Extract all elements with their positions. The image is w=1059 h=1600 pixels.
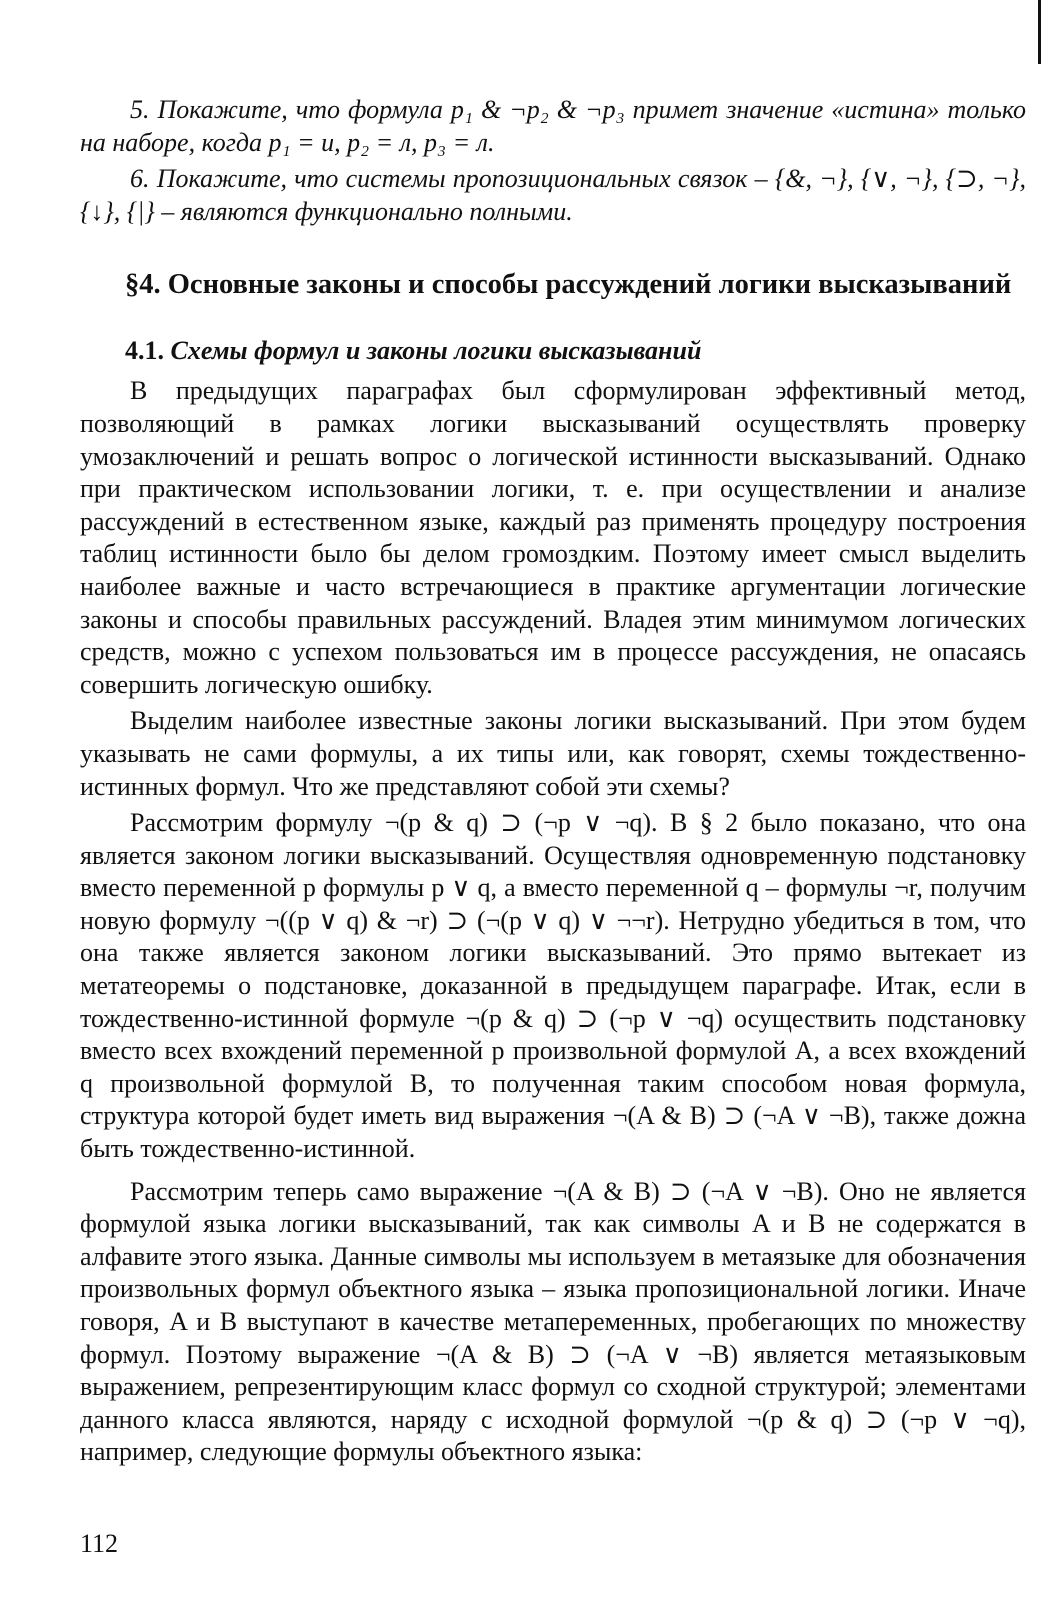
page-text-column	[80, 94, 1026, 1469]
paragraph-2: Выделим наиболее известные законы логики высказываний. При этом будем указывать не сами формулы, а их типы или, как говорят, схемы тождественно-истинных формул. Что же представляют собой эти схемы?	[80, 706, 1026, 801]
subsection-title: Схемы формул и законы логики высказываний	[170, 336, 702, 366]
page-number: 112	[80, 1529, 119, 1558]
subsection-heading	[80, 335, 1026, 367]
exercise-5: 5. Покажите, что формула p₁ & ¬p₂ & ¬p₃ примет значение «истина» только на наборе, когда p₁ = и, p₂ = л, p₃ = л.	[80, 95, 1026, 157]
paragraph-3: Рассмотрим формулу ¬(p & q) ⊃ (¬p ∨ ¬q). В § 2 было показано, что она является законом логики высказываний. Осуществляя одновременную подстановку вместо переменной p формулы p ∨ q, а вместо переменной q – формулы ¬r, получим новую формулу ¬((p ∨ q) & ¬r) ⊃ (¬(p ∨ q) ∨ ¬¬r). Нетрудно убедиться в том, что она также является законом логики высказываний. Это прямо вытекает из метатеоремы о подстановке, доказанной в предыдущем параграфе. Итак, если в тождественно-истинной формуле ¬(p & q) ⊃ (¬p ∨ ¬q) осуществить подстановку вместо всех вхождений переменной p произвольной формулой A, а всех вхождений q произвольной формулой B, то полученная таким способом новая формула, структура которой будет иметь вид выражения ¬(A & B) ⊃ (¬A ∨ ¬B), также дожна быть тождественно-истинной.	[80, 808, 1026, 1164]
paragraph-1: В предыдущих параграфах был сформулирован эффективный метод, позволяющий в рамках логики высказываний осуществлять проверку умозаключений и решать вопрос о логической истинности высказываний. Однако при практическом использовании логики, т. е. при осуществлении и анализе рассуждений в естественном языке, каждый раз применять процедуру построения таблиц истинности было бы делом громоздким. Поэтому имеет смысл выделить наиболее важные и часто встречающиеся в практике аргументации логические законы и способы правильных рассуждений. Владея этим минимумом логических средств, можно с успехом пользоваться им в процессе рассуждения, не опасаясь совершить логическую ошибку.	[80, 376, 1026, 699]
paragraph-4: Рассмотрим теперь само выражение ¬(A & B) ⊃ (¬A ∨ ¬B). Оно не является формулой языка логики высказываний, так как символы A и B не содержатся в алфавите этого языка. Данные символы мы используем в метаязыке для обозначения произвольных формул объектного языка – языка пропозициональной логики. Иначе говоря, A и B выступают в качестве метапеременных, пробегающих по множеству формул. Поэтому выражение ¬(A & B) ⊃ (¬A ∨ ¬B) является метаязыковым выражением, репрезентирующим класс формул со сходной структурой; элементами данного класса являются, наряду с исходной формулой ¬(p & q) ⊃ (¬p ∨ ¬q), например, следующие формулы объектного языка:	[80, 1176, 1026, 1467]
page-edge-mark	[1038, 0, 1041, 64]
subsection-number: 4.1.	[125, 336, 164, 366]
exercise-6: 6. Покажите, что системы пропозициональных связок – {&, ¬}, {∨, ¬}, {⊃, ¬}, {↓}, {|} – являются функционально полными.	[80, 164, 1026, 226]
section-heading: §4. Основные законы и способы рассуждений логики высказываний	[125, 269, 1012, 301]
